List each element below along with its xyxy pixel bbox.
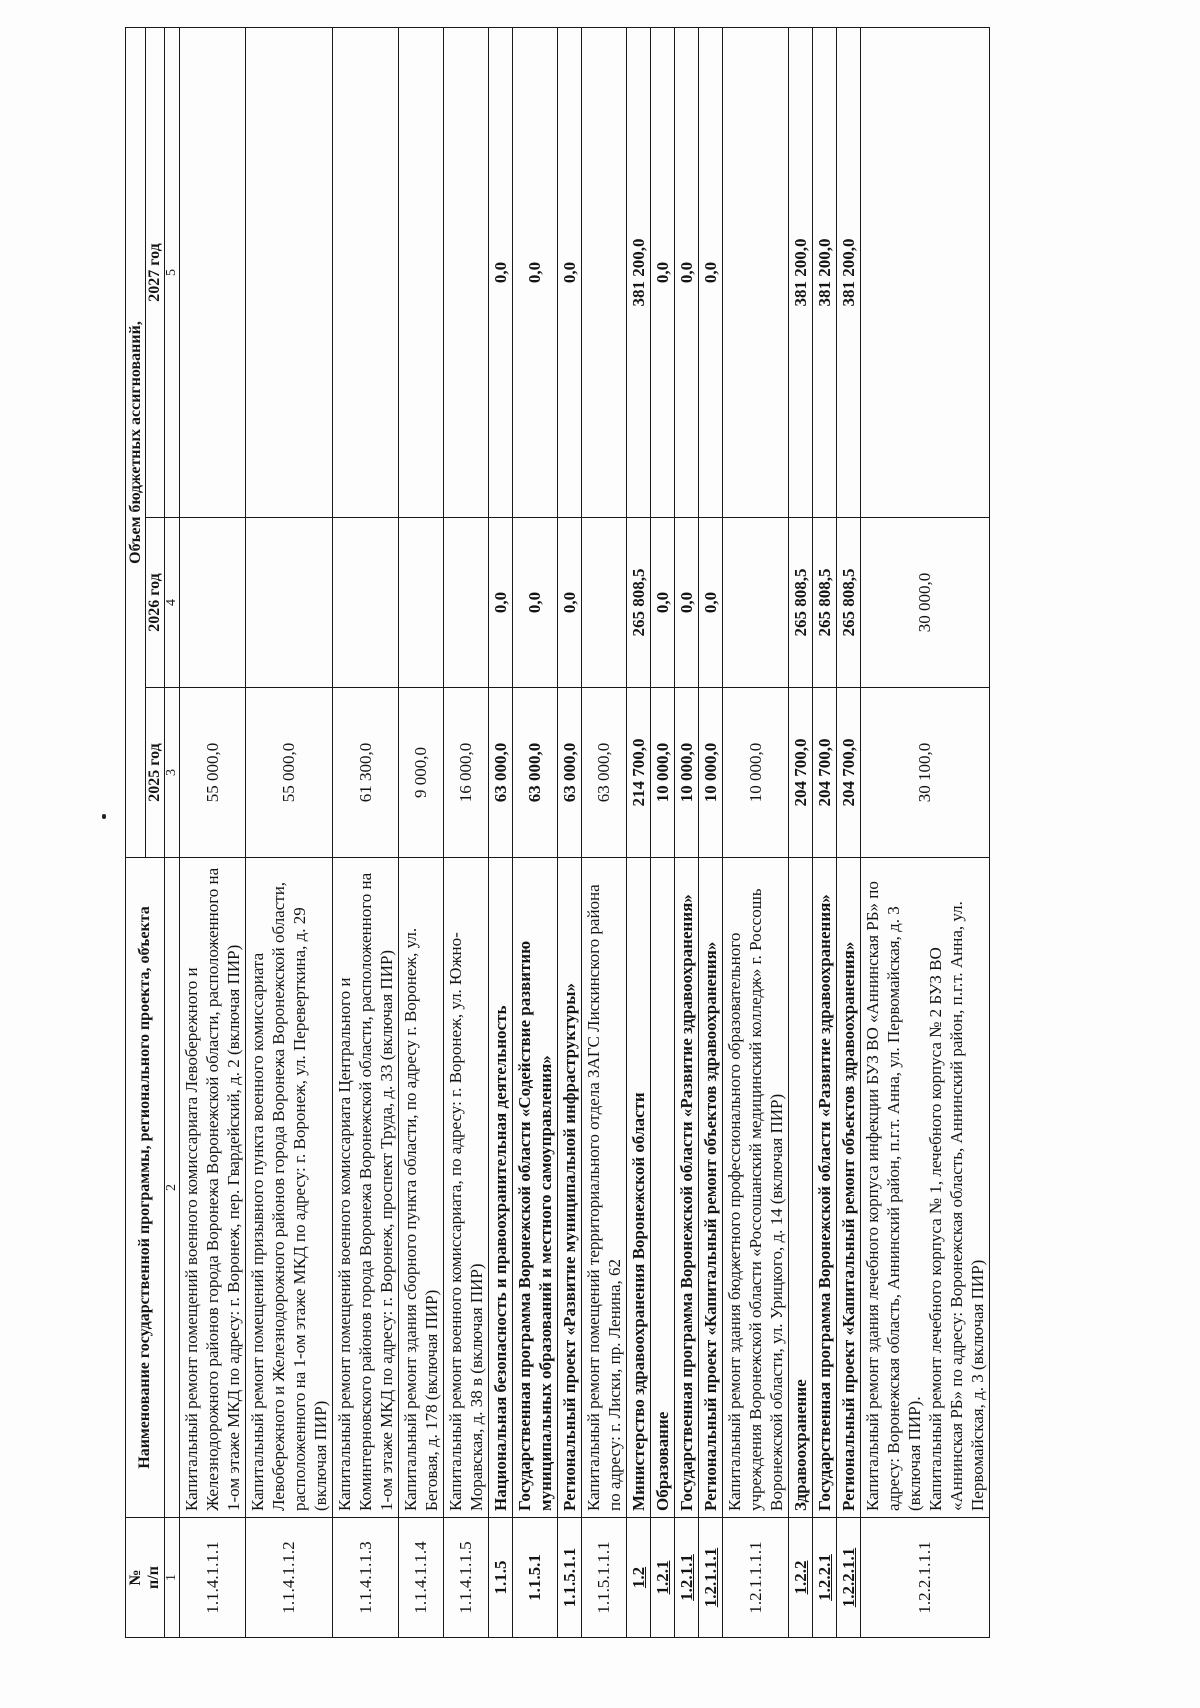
value-2027 [246, 28, 333, 518]
table-row [675, 28, 699, 1638]
row-number: 1.1.4.1.1.4 [399, 1518, 444, 1638]
row-name: Региональный проект «Капитальный ремонт объектов здравоохранения» [699, 858, 723, 1518]
row-number: 1.2.2.1 [813, 1518, 837, 1638]
value-2026: 0,0 [513, 518, 558, 688]
table-row [399, 28, 444, 1638]
column-index-1: 1 [165, 1518, 180, 1638]
value-2025: 30 100,0 [861, 688, 990, 858]
value-2026 [246, 518, 333, 688]
table-row [180, 28, 246, 1638]
table-row [246, 28, 333, 1638]
column-index-3: 3 [165, 688, 180, 858]
row-name: Региональный проект «Капитальный ремонт объектов здравоохранения» [837, 858, 861, 1518]
value-2026 [582, 518, 627, 688]
table-row [789, 28, 813, 1638]
value-2026 [444, 518, 489, 688]
row-name: Государственная программа Воронежской области «Развитие здравоохранения» [675, 858, 699, 1518]
value-2027: 0,0 [699, 28, 723, 518]
row-number: 1.1.5.1.1 [558, 1518, 582, 1638]
row-name: Капитальный ремонт помещений территориального отдела ЗАГС Лискинского района по адресу: г. Лиски, пр. Ленина, 62 [582, 858, 627, 1518]
value-2027 [861, 28, 990, 518]
row-number: 1.1.5.1 [513, 1518, 558, 1638]
row-name: Капитальный ремонт помещений призывного пункта военного комиссариата Левобережного и Железнодорожного районов города Воронежа Воронежской области, расположенного на 1-ом этаже МКД по адресу: г. Воронеж, ул. Переверткина, д. 29 (включая ПИР) [246, 858, 333, 1518]
column-index-5: 5 [165, 28, 180, 518]
table-row [558, 28, 582, 1638]
value-2026: 265 808,5 [837, 518, 861, 688]
table-row [513, 28, 558, 1638]
row-name: Региональный проект «Развитие муниципальной инфраструктуры» [558, 858, 582, 1518]
value-2025: 63 000,0 [513, 688, 558, 858]
row-number: 1.2.1.1.1 [699, 1518, 723, 1638]
header-2027: 2027 год [146, 28, 165, 518]
value-2025: 63 000,0 [558, 688, 582, 858]
row-name: Здравоохранение [789, 858, 813, 1518]
table-row [861, 28, 990, 1638]
value-2026 [399, 518, 444, 688]
header-2025: 2025 год [146, 688, 165, 858]
value-2026 [723, 518, 789, 688]
value-2025: 63 000,0 [489, 688, 513, 858]
row-number: 1.1.5 [489, 1518, 513, 1638]
table-row [723, 28, 789, 1638]
table-row [651, 28, 675, 1638]
row-number: 1.2.1 [651, 1518, 675, 1638]
value-2026 [180, 518, 246, 688]
value-2027: 0,0 [489, 28, 513, 518]
value-2025: 16 000,0 [444, 688, 489, 858]
row-number: 1.2.2.1.1.1 [861, 1518, 990, 1638]
value-2027 [180, 28, 246, 518]
value-2026: 265 808,5 [789, 518, 813, 688]
row-number: 1.1.4.1.1.3 [333, 1518, 399, 1638]
table-row [444, 28, 489, 1638]
value-2027 [723, 28, 789, 518]
value-2025: 10 000,0 [651, 688, 675, 858]
row-number: 1.2.1.1.1.1 [723, 1518, 789, 1638]
value-2025: 214 700,0 [627, 688, 651, 858]
value-2027: 381 200,0 [837, 28, 861, 518]
table-row [627, 28, 651, 1638]
value-2026: 265 808,5 [813, 518, 837, 688]
row-number: 1.1.4.1.1.2 [246, 1518, 333, 1638]
value-2026: 0,0 [699, 518, 723, 688]
value-2027 [333, 28, 399, 518]
value-2025: 9 000,0 [399, 688, 444, 858]
table-row [699, 28, 723, 1638]
value-2026 [333, 518, 399, 688]
value-2026: 0,0 [651, 518, 675, 688]
value-2025: 55 000,0 [246, 688, 333, 858]
row-name: Капитальный ремонт военного комиссариата, по адресу: г. Воронеж, ул. Южно-Моравская, д. 38 в (включая ПИР) [444, 858, 489, 1518]
value-2025: 10 000,0 [723, 688, 789, 858]
row-name: Министерство здравоохранения Воронежской области [627, 858, 651, 1518]
row-name: Капитальный ремонт здания бюджетного профессионального образовательного учреждения Воронежской области «Россошанский медицинский колледж» г. Россошь Воронежской области, ул. Урицкого, д. 14 (включая ПИР) [723, 858, 789, 1518]
row-number: 1.2.2 [789, 1518, 813, 1638]
table-row [489, 28, 513, 1638]
column-index-2: 2 [165, 858, 180, 1518]
row-name: Капитальный ремонт помещений военного комиссариата Левобережного и Железнодорожного районов города Воронежа Воронежской области, расположенного на 1-ом этаже МКД по адресу: г. Воронеж, пер. Гвардейский, д. 2 (включая ПИР) [180, 858, 246, 1518]
column-index-4: 4 [165, 518, 180, 688]
value-2027: 0,0 [651, 28, 675, 518]
row-name: Государственная программа Воронежской области «Развитие здравоохранения» [813, 858, 837, 1518]
value-2025: 61 300,0 [333, 688, 399, 858]
header-budget: Объем бюджетных ассигнований, [126, 28, 146, 858]
table-row [837, 28, 861, 1638]
value-2026: 265 808,5 [627, 518, 651, 688]
row-name: Образование [651, 858, 675, 1518]
header-num: № п/п [126, 1518, 165, 1638]
table-row [813, 28, 837, 1638]
row-number: 1.1.5.1.1.1 [582, 1518, 627, 1638]
budget-table [125, 27, 990, 1638]
value-2027: 0,0 [675, 28, 699, 518]
value-2025: 63 000,0 [582, 688, 627, 858]
value-2027 [582, 28, 627, 518]
value-2026: 0,0 [489, 518, 513, 688]
header-2026: 2026 год [146, 518, 165, 688]
row-number: 1.2.1.1 [675, 1518, 699, 1638]
value-2025: 204 700,0 [837, 688, 861, 858]
value-2025: 204 700,0 [813, 688, 837, 858]
value-2026: 30 000,0 [861, 518, 990, 688]
value-2027: 381 200,0 [789, 28, 813, 518]
row-name: Капитальный ремонт здания лечебного корпуса инфекции БУЗ ВО «Аннинская РБ» по адресу: Воронежская область, Аннинский район, п.г.т. Анна, ул. Первомайская, д. 3 (включая ПИР). Капитальный ремонт лечебного корпуса № 1, лечебного корпуса № 2 БУЗ ВО «Аннинская РБ» по адресу: Воронежская область, Аннинский район, п.г.т. Анна, ул. Первомайская, д. 3 (включая ПИР) [861, 858, 990, 1518]
value-2025: 10 000,0 [699, 688, 723, 858]
value-2027 [399, 28, 444, 518]
value-2025: 55 000,0 [180, 688, 246, 858]
row-number: 1.2.2.1.1 [837, 1518, 861, 1638]
header-name: Наименование государственной программы, регионального проекта, объекта [126, 858, 165, 1518]
row-name: Национальная безопасность и правоохранительная деятельность [489, 858, 513, 1518]
value-2027 [444, 28, 489, 518]
row-name: Государственная программа Воронежской области «Содействие развитию муниципальных образований и местного самоуправления» [513, 858, 558, 1518]
scan-mark [102, 814, 106, 819]
row-name: Капитальный ремонт здания сборного пункта области, по адресу г. Воронеж, ул. Беговая, д. 178 (включая ПИР) [399, 858, 444, 1518]
value-2027: 0,0 [513, 28, 558, 518]
row-number: 1.2 [627, 1518, 651, 1638]
value-2025: 10 000,0 [675, 688, 699, 858]
rotated-table-container [125, 28, 988, 1638]
table-row [582, 28, 627, 1638]
row-number: 1.1.4.1.1.5 [444, 1518, 489, 1638]
value-2027: 0,0 [558, 28, 582, 518]
row-number: 1.1.4.1.1.1 [180, 1518, 246, 1638]
value-2026: 0,0 [675, 518, 699, 688]
value-2025: 204 700,0 [789, 688, 813, 858]
table-row [333, 28, 399, 1638]
value-2026: 0,0 [558, 518, 582, 688]
row-name: Капитальный ремонт помещений военного комиссариата Центрального и Коминтерновского районов города Воронежа Воронежской области, расположенного на 1-ом этаже МКД по адресу: г. Воронеж, проспект Труда, д. 33 (включая ПИР) [333, 858, 399, 1518]
value-2027: 381 200,0 [813, 28, 837, 518]
value-2027: 381 200,0 [627, 28, 651, 518]
